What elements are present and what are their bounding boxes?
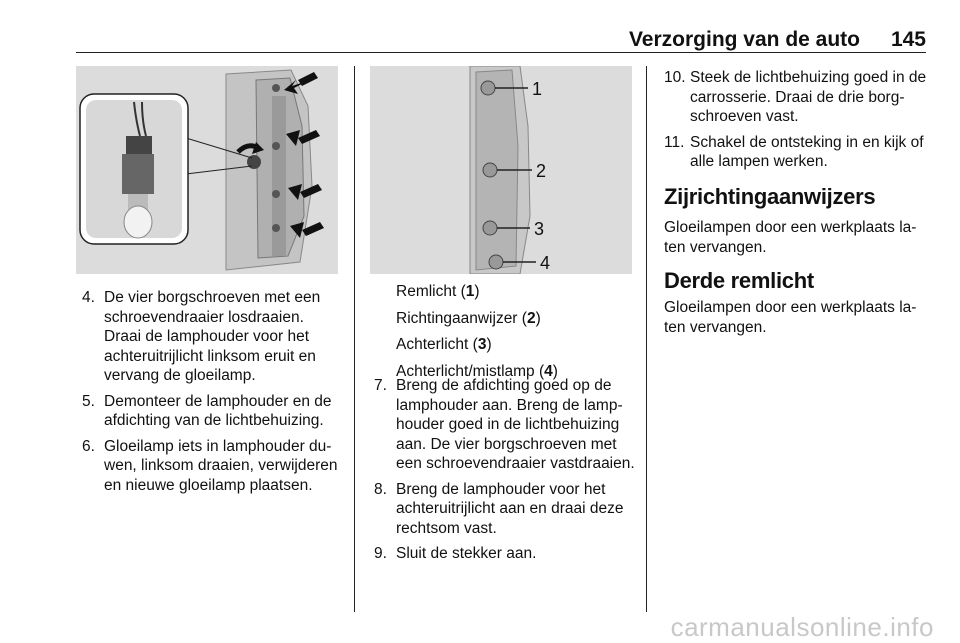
list-item: 5. Demonteer de lamphouder en de afdichting van de lichtbehuizing. (82, 392, 332, 429)
legend-item: Remlicht (1) (396, 283, 480, 300)
list-item: 8. Breng de lamphouder voor het achteruitrijlicht aan en draai deze rechtsom vast. (374, 480, 624, 537)
legend-item: Achterlicht/mistlamp (4) (396, 362, 558, 380)
callout-1: 1 (532, 79, 543, 99)
running-header-title: Verzorging van de auto (628, 28, 860, 51)
watermark: carmanualsonline.info (670, 612, 934, 642)
section-heading-side-indicators: Zijrichtingaanwijzers (664, 184, 876, 209)
callout-4: 4 (540, 253, 551, 273)
list-item: 6. Gloeilamp iets in lamphouder duwen, linksom draaien, verwijderen en nieuwe gloeilamp plaatsen. (82, 437, 338, 494)
lamp-housing-illustration (76, 66, 338, 274)
list-item: 4. De vier borgschroeven met een schroevendraaier losdraaien. Draai de lamphouder voor het achteruitrijlicht linksom eruit en vervang de gloeilamp. (82, 289, 321, 384)
callout-3: 3 (534, 219, 545, 239)
bulb-holder-illustration (370, 66, 632, 274)
column-divider-2 (646, 66, 647, 612)
legend-item: Richtingaanwijzer (2) (396, 309, 541, 327)
steps-left-list (82, 288, 344, 501)
list-item: 10. Steek de lichtbehuizing goed in de carrosserie. Draai de drie borgschroeven vast. (664, 69, 927, 125)
section-text-third-brake-light: Gloeilampen door een werkplaats laten vervangen. (664, 299, 917, 336)
figure-lamp-housing (76, 66, 338, 274)
steps-right-list (664, 68, 928, 178)
steps-middle-list (374, 376, 636, 570)
list-item: 11. Schakel de ontsteking in en kijk of alle lampen werken. (664, 133, 924, 170)
column-divider-1 (354, 66, 355, 612)
section-text-side-indicators: Gloeilampen door een werkplaats laten vervangen. (664, 219, 917, 256)
page-number: 145 (890, 28, 926, 51)
list-item: 7. Breng de afdichting goed op de lamphouder aan. Breng de lamphouder goed in de lichtbehuizing aan. De vier borgschroeven met een schroevendraaier vastdraaien. (374, 377, 635, 472)
callout-2: 2 (536, 161, 547, 181)
section-heading-third-brake-light: Derde remlicht (664, 268, 814, 293)
legend-item: Achterlicht (3) (396, 336, 492, 353)
header-rule (76, 52, 926, 53)
list-item: 9. Sluit de stekker aan. (374, 545, 537, 562)
figure-bulb-positions (370, 66, 632, 274)
figure-legend (396, 282, 636, 388)
